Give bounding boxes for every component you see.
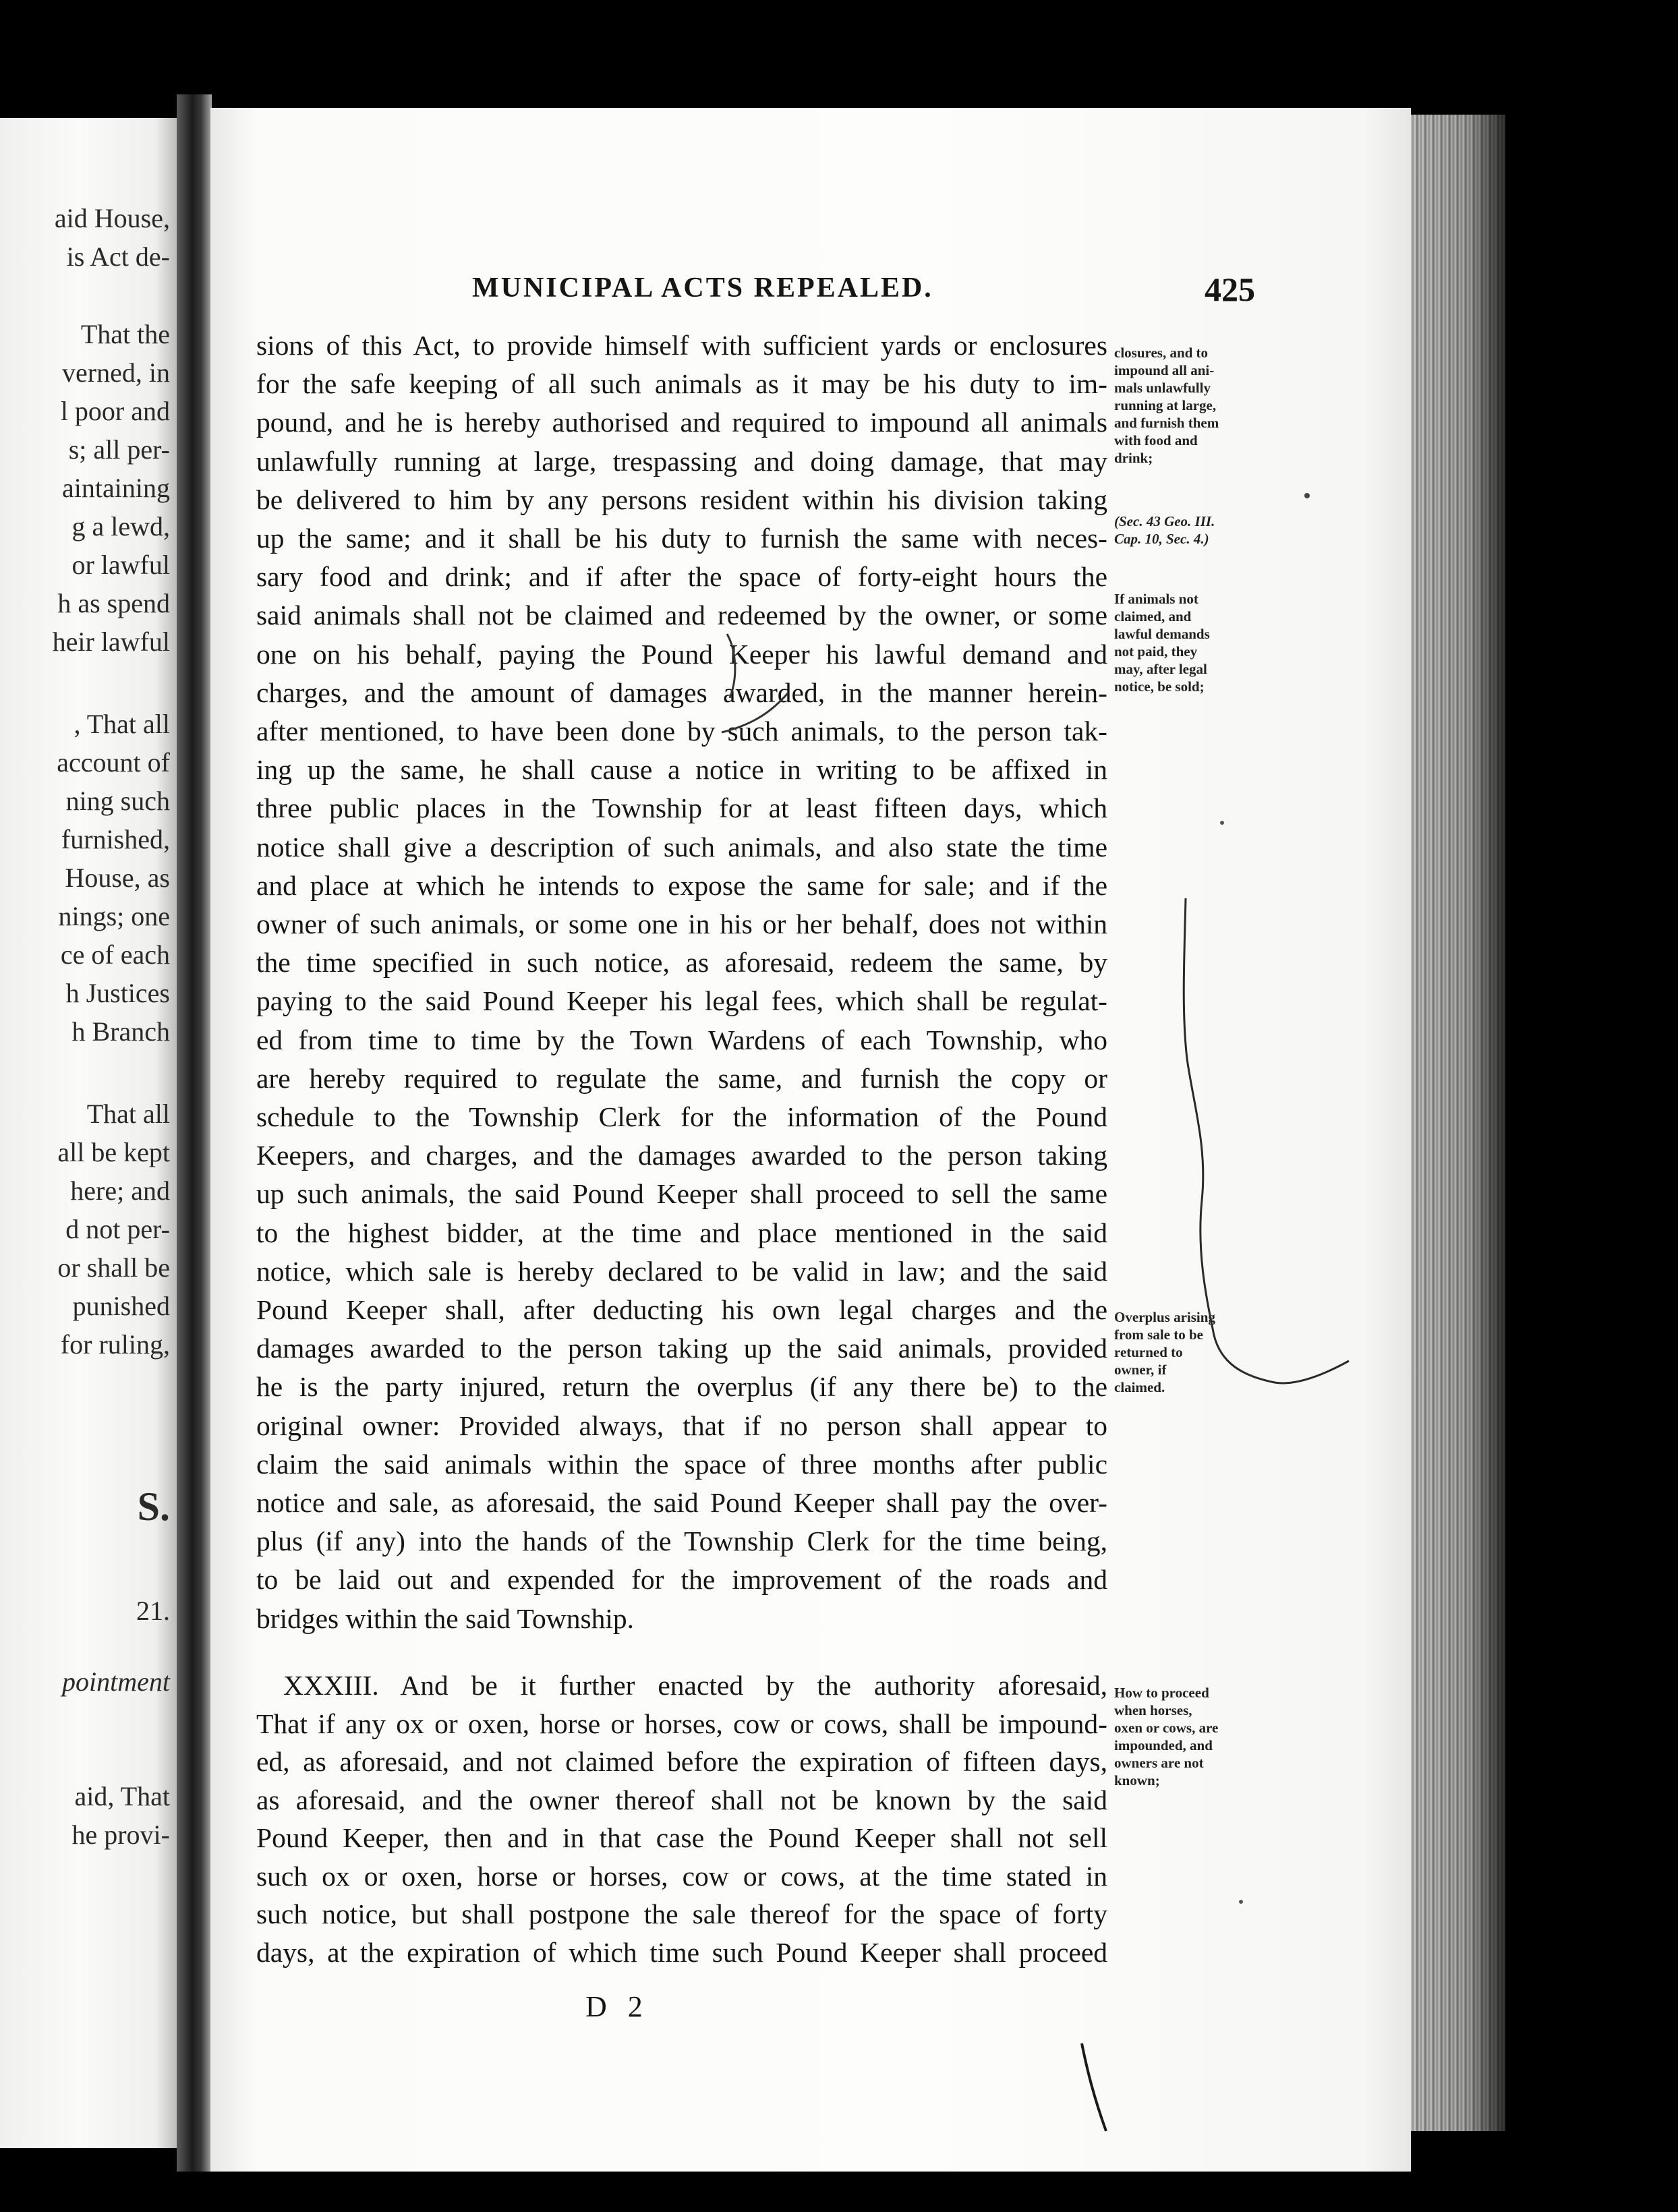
previous-page-text-fragment: he provi- [71,1820,170,1850]
previous-page-text-fragment: heir lawful [52,627,170,657]
margin-note [1114,1684,1269,1789]
previous-page-text-fragment: That all [86,1099,170,1129]
body-line: Keepers, and charges, and the damages awarded to the person taking [256,1140,1107,1171]
body-line: schedule to the Township Clerk for the information of the Pound [256,1101,1107,1132]
margin-note-line: running at large, [1114,397,1217,413]
margin-note-line: closures, and to [1114,345,1209,361]
body-line: plus (if any) into the hands of the Township Clerk for the time being, [256,1525,1107,1557]
previous-page-text-fragment: all be kept [57,1137,170,1167]
body-line: paying to the said Pound Keeper his legal fees, which shall be regulat- [256,985,1107,1017]
previous-page-text-fragment: nings; one [58,901,170,931]
body-line: unlawfully running at large, trespassing and doing damage, that may [256,445,1107,477]
body-line: charges, and the amount of damages awarded, in the manner herein- [256,676,1107,708]
margin-note-line: oxen or cows, are [1114,1720,1219,1736]
previous-page-text-fragment: pointment [62,1666,170,1697]
body-line: such notice, but shall postpone the sale thereof for the space of forty [256,1898,1107,1929]
previous-page-text-fragment: h Branch [71,1016,170,1047]
previous-page-text-fragment: punished [72,1291,170,1321]
previous-page-text-fragment: for ruling, [60,1329,170,1360]
body-line: ed from time to time by the Town Wardens of each Township, who [256,1024,1107,1055]
margin-note-line: (Sec. 43 Geo. III. [1114,513,1215,529]
margin-note [1114,513,1269,548]
running-header-title: MUNICIPAL ACTS REPEALED. [472,272,933,303]
body-line: up the same; and it shall be his duty to furnish the same with neces- [256,523,1107,554]
previous-page-text-fragment: h Justices [65,978,170,1008]
margin-note-line: claimed. [1114,1379,1165,1395]
previous-page-text-fragment: here; and [70,1175,170,1206]
book-gutter-shadow [177,94,212,2172]
body-line: That if any ox or oxen, horse or horses, cow or cows, shall be impound- [256,1708,1107,1739]
body-line: be delivered to him by any persons resident within his division taking [256,484,1107,515]
previous-page-text-fragment: ce of each [60,939,170,970]
margin-note-line: not paid, they [1114,643,1198,660]
body-line: for the safe keeping of all such animals as it may be his duty to im- [256,368,1107,400]
body-line: Pound Keeper shall, after deducting his own legal charges and the [256,1294,1107,1325]
previous-page-text-fragment: is Act de- [66,241,170,272]
body-line: original owner: Provided always, that if no person shall appear to [256,1409,1107,1441]
fore-edge-shadow [1411,115,1505,2131]
body-line: are hereby required to regulate the same, and furnish the copy or [256,1062,1107,1094]
margin-note-line: when horses, [1114,1702,1192,1718]
previous-page-text-fragment: or lawful [71,550,170,580]
body-line: and place at which he intends to expose the same for sale; and if the [256,869,1107,901]
previous-page-text-fragment: aid, That [74,1781,170,1811]
margin-note-line: Overplus arising [1114,1309,1215,1325]
previous-page-text-fragment: d not per- [65,1214,170,1244]
margin-note-line: If animals not [1114,591,1198,607]
margin-note-line: claimed, and [1114,608,1192,624]
margin-note-line: may, after legal [1114,661,1207,677]
margin-note-line: known; [1114,1772,1160,1788]
body-line: pound, and he is hereby authorised and required to impound all animals [256,407,1107,438]
margin-note-line: impounded, and [1114,1737,1213,1753]
margin-note-line: mals unlawfully [1114,380,1211,396]
body-line: ing up the same, he shall cause a notice in writing to be affixed in [256,754,1107,786]
margin-note [1114,590,1269,695]
previous-page-text-fragment: House, as [65,863,170,893]
body-line: three public places in the Township for at least fifteen days, which [256,792,1107,824]
previous-page-text-fragment: s; all per- [68,434,170,465]
previous-page-text-fragment: ning such [65,786,170,816]
body-line: such ox or oxen, horse or horses, cow or cows, at the time stated in [256,1860,1107,1892]
previous-page-text-fragment: That the [80,319,170,349]
previous-page-text-fragment: , That all [74,709,170,739]
body-line: one on his behalf, paying the Pound Keeper his lawful demand and [256,638,1107,670]
body-line: said animals shall not be claimed and redeemed by the owner, or some [256,600,1107,631]
body-line: he is the party injured, return the overplus (if any there be) to the [256,1371,1107,1403]
margin-note [1114,344,1269,467]
previous-page-text-fragment: aid House, [54,203,170,233]
margin-note-line: How to proceed [1114,1685,1209,1701]
margin-note-line: lawful demands [1114,626,1210,642]
body-line: notice and sale, as aforesaid, the said Pound Keeper shall pay the over- [256,1487,1107,1518]
previous-page-edge [0,118,177,2148]
previous-page-text-fragment: or shall be [57,1252,170,1283]
previous-page-text-fragment: l poor and [60,396,170,426]
previous-page-text-fragment: furnished, [61,824,170,854]
margin-note-line: from sale to be [1114,1327,1203,1343]
body-line: notice shall give a description of such animals, and also state the time [256,831,1107,863]
body-line: the time specified in such notice, as aforesaid, redeem the same, by [256,947,1107,979]
margin-note-line: notice, be sold; [1114,678,1205,695]
margin-note-line: Cap. 10, Sec. 4.) [1114,531,1209,547]
body-line: owner of such animals, or some one in his or her behalf, does not within [256,908,1107,939]
body-line: sions of this Act, to provide himself with sufficient yards or enclosures [256,330,1107,361]
margin-note-line: with food and [1114,432,1198,448]
signature-mark: D 2 [585,1990,649,2023]
previous-page-text-fragment: verned, in [62,357,170,388]
body-line: to be laid out and expended for the improvement of the roads and [256,1564,1107,1596]
body-line: ed, as aforesaid, and not claimed before the expiration of fifteen days, [256,1746,1107,1777]
body-line: sary food and drink; and if after the space of forty-eight hours the [256,561,1107,593]
body-line: claim the said animals within the space of three months after public [256,1448,1107,1480]
body-line: as aforesaid, and the owner thereof shall not be known by the said [256,1784,1107,1815]
body-line: bridges within the said Township. [256,1602,635,1634]
margin-note-line: owners are not [1114,1755,1204,1771]
body-line: notice, which sale is hereby declared to be valid in law; and the said [256,1255,1107,1287]
margin-note-line: drink; [1114,450,1153,466]
previous-page-text-fragment: h as spend [57,588,170,618]
margin-note-line: owner, if [1114,1362,1167,1378]
previous-page-text-fragment: S. [137,1484,170,1529]
body-line: days, at the expiration of which time such Pound Keeper shall proceed [256,1936,1107,1968]
previous-page-text-fragment: 21. [136,1596,170,1626]
body-line: Pound Keeper, then and in that case the Pound Keeper shall not sell [256,1822,1107,1853]
body-line: after mentioned, to have been done by such animals, to the person tak- [256,716,1107,747]
margin-note [1114,1308,1269,1396]
margin-note-line: returned to [1114,1344,1183,1360]
body-line: to the highest bidder, at the time and place mentioned in the said [256,1217,1107,1248]
page-number: 425 [1205,270,1255,308]
previous-page-text-fragment: account of [57,747,170,778]
body-line: XXXIII. And be it further enacted by the authority aforesaid, [283,1670,1107,1701]
previous-page-text-fragment: aintaining [62,473,170,503]
body-line: damages awarded to the person taking up the said animals, provided [256,1333,1107,1364]
margin-note-line: impound all ani- [1114,362,1215,378]
body-line: up such animals, the said Pound Keeper shall proceed to sell the same [256,1178,1107,1210]
margin-note-line: and furnish them [1114,415,1219,431]
previous-page-text-fragment: g a lewd, [71,511,170,542]
